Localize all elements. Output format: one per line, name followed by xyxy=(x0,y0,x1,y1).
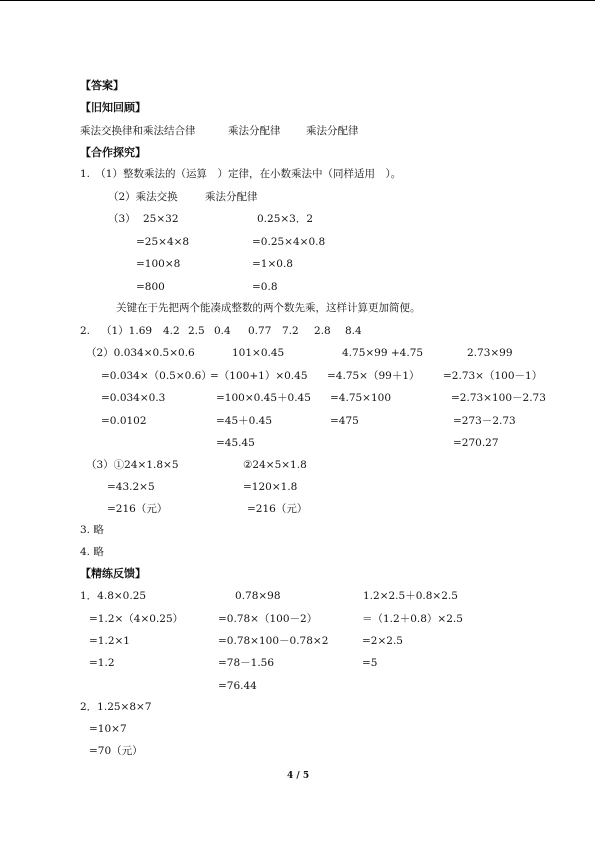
practice-q1-colC-2: =2×2.5 xyxy=(362,635,403,647)
top-rule xyxy=(0,0,595,1)
practice-q1-colC-1: ＝（1.2＋0.8）×2.5 xyxy=(362,613,463,625)
explore-q2-colD-1: =2.73×（100－1） xyxy=(443,370,543,382)
explore-q2-colC-1: =4.75×（99＋1） xyxy=(327,370,420,382)
explore-q2-colB-4: =45.45 xyxy=(216,437,255,449)
explore-q2-colA-1: =0.034×（0.5×0.6） xyxy=(101,370,212,382)
explore-q1-colB-1: =0.25×4×0.8 xyxy=(252,236,326,248)
practice-q1-colB-4: =76.44 xyxy=(218,680,257,692)
explore-q2-p1-4: 0.77 xyxy=(248,325,272,337)
explore-q1-note: 关键在于先把两个能凑成整数的两个数先乘，这样计算更加简便。 xyxy=(116,302,421,314)
explore-q1-colA-0: 25×32 xyxy=(143,213,179,225)
practice-q1-colA-2: =1.2×1 xyxy=(89,635,130,647)
review-item-1: 乘法交换律和乘法结合律 xyxy=(80,125,196,137)
explore-q2-colB-1: =（100+1）×0.45 xyxy=(210,370,308,382)
practice-q2-0: 2．1.25×8×7 xyxy=(80,701,152,713)
explore-q2-colA-2: =0.034×0.3 xyxy=(101,392,166,404)
explore-q2-colB-3: =45＋0.45 xyxy=(216,415,273,427)
explore-q2-colD-2: =2.73×100－2.73 xyxy=(451,392,546,404)
explore-q2-p1-5: 7.2 xyxy=(282,325,299,337)
heading-review: 【旧知回顾】 xyxy=(80,101,146,114)
explore-q2-p1-7: 8.4 xyxy=(345,325,362,337)
explore-q2-colA-0: （2）0.034×0.5×0.6 xyxy=(86,347,195,359)
practice-q1-colA-3: =1.2 xyxy=(89,657,115,669)
explore-q1-colB-3: =0.8 xyxy=(252,281,278,293)
explore-q2-colA-3: =0.0102 xyxy=(101,415,147,427)
explore-q2-colB-0: 101×0.45 xyxy=(232,347,285,359)
explore-q1-colA-1: =25×4×8 xyxy=(136,236,190,248)
explore-q1-part2-a: （2）乘法交换 xyxy=(108,191,178,203)
heading-answer: 【答案】 xyxy=(80,79,124,92)
practice-q1-colA-1: =1.2×（4×0.25） xyxy=(89,613,184,625)
review-item-3: 乘法分配律 xyxy=(306,125,359,137)
explore-q2-colD-4: =270.27 xyxy=(453,437,499,449)
explore-q4: 4. 略 xyxy=(80,546,104,558)
explore-q1-part2-b: 乘法分配律 xyxy=(205,191,258,203)
explore-q2-p3A-2: =216（元） xyxy=(107,503,168,515)
heading-practice: 【精练反馈】 xyxy=(80,567,146,580)
page-number: 4 / 5 xyxy=(287,771,310,781)
explore-q2-p3A-0: （3）①24×1.8×5 xyxy=(86,459,179,471)
explore-q2-p1-3: 0.4 xyxy=(214,325,231,337)
review-item-2: 乘法分配律 xyxy=(228,125,281,137)
explore-q2-colD-3: =273－2.73 xyxy=(453,415,516,427)
explore-q1-colA-3: =800 xyxy=(136,281,165,293)
explore-q1-line1: 1. （1）整数乘法的（运算 ）定律，在小数乘法中（同样适用 ）。 xyxy=(80,168,402,180)
explore-q2-colD-0: 2.73×99 xyxy=(467,347,513,359)
explore-q2-colC-2: =4.75×100 xyxy=(330,392,392,404)
explore-q2-colB-2: =100×0.45＋0.45 xyxy=(216,392,311,404)
explore-q2-colC-3: =475 xyxy=(330,415,359,427)
explore-q1-colA-2: =100×8 xyxy=(136,258,181,270)
explore-q2-p1-1: 4.2 xyxy=(163,325,180,337)
practice-q1-colB-3: =78－1.56 xyxy=(218,657,275,669)
explore-q3: 3. 略 xyxy=(80,524,104,536)
explore-q1-colB-2: =1×0.8 xyxy=(252,258,293,270)
explore-q2-colC-0: 4.75×99 +4.75 xyxy=(342,347,424,359)
practice-q1-colC-0: 1.2×2.5＋0.8×2.5 xyxy=(363,590,458,602)
explore-q2-p1-0: （1）1.69 xyxy=(101,325,153,337)
explore-q2-label: 2. xyxy=(80,325,91,337)
heading-explore: 【合作探究】 xyxy=(80,146,146,159)
explore-q2-p3B-2: =216（元） xyxy=(247,503,308,515)
explore-q2-p3B-1: =120×1.8 xyxy=(243,481,298,493)
explore-q2-p3B-0: ②24×5×1.8 xyxy=(243,459,307,471)
practice-q2-1: =10×7 xyxy=(89,723,127,735)
practice-q1-colB-2: =0.78×100－0.78×2 xyxy=(218,635,329,647)
explore-q1-colB-0: 0.25×3．2 xyxy=(257,213,314,225)
practice-q1-colB-1: =0.78×（100－2） xyxy=(218,613,318,625)
practice-q1-colB-0: 0.78×98 xyxy=(235,590,281,602)
explore-q2-p1-6: 2.8 xyxy=(314,325,331,337)
practice-q2-2: =70（元） xyxy=(89,745,143,757)
practice-q1-colA-0: 1．4.8×0.25 xyxy=(80,590,147,602)
explore-q2-p3A-1: =43.2×5 xyxy=(107,481,155,493)
explore-q2-p1-2: 2.5 xyxy=(188,325,205,337)
explore-q1-part3-label: （3） xyxy=(108,213,136,225)
practice-q1-colC-3: =5 xyxy=(362,657,378,669)
